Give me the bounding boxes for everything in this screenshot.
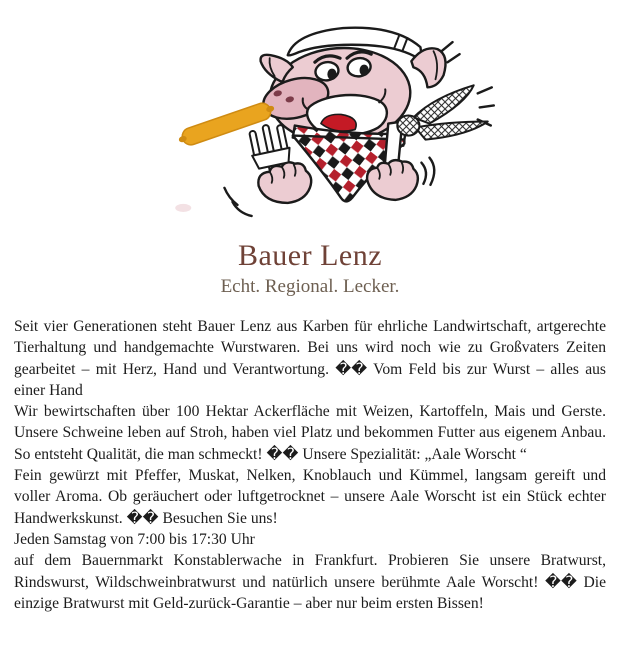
pig-mascot-image [40, 16, 580, 221]
paragraph-intro: Seit vier Generationen steht Bauer Lenz aus Karben für ehrliche Landwirtschaft, artgerechte Tierhaltung und handgemachte Wurstwaren. Bei uns wird noch wie zu Großvaters Zeiten gearbeitet – mit Herz, Hand und Verantwortung. �� Vom Feld bis zur Wurst – alles aus einer Hand [14, 318, 606, 399]
flyer-page [0, 16, 620, 614]
paragraph-opening-hours: Jeden Samstag von 7:00 bis 17:30 Uhr [14, 530, 255, 548]
paragraph-market: auf dem Bauernmarkt Konstablerwache in Frankfurt. Probieren Sie unsere Bratwurst, Rindswurst, Wildschweinbratwurst und natürlich unsere berühmte Aale Worscht! �� Die einzige Bratwurst mit Geld-zurück-Garantie – aber nur beim ersten Bissen! [14, 552, 606, 612]
paragraph-farm: Wir bewirtschaften über 100 Hektar Ackerfläche mit Weizen, Kartoffeln, Mais und Gerste. Unsere Schweine leben auf Stroh, haben viel Platz und bekommen Futter aus eigenem Anbau. So entsteht Qualität, die man schmeckt! �� Unsere Spezialität: „Aale Worscht “ [14, 403, 606, 463]
article-text [14, 316, 606, 614]
page-subtitle: Echt. Regional. Lecker. [220, 276, 400, 297]
page-title: Bauer Lenz [237, 239, 383, 272]
paragraph-speciality: Fein gewürzt mit Pfeffer, Muskat, Nelken, Knoblauch und Kümmel, langsam gereift und voller Aroma. Ob geräuchert oder luftgetrocknet – unsere Aale Worscht ist ein Stück echter Handwerkskunst. �� Besuchen Sie uns! [14, 467, 606, 527]
pig-chef-icon [174, 21, 496, 222]
